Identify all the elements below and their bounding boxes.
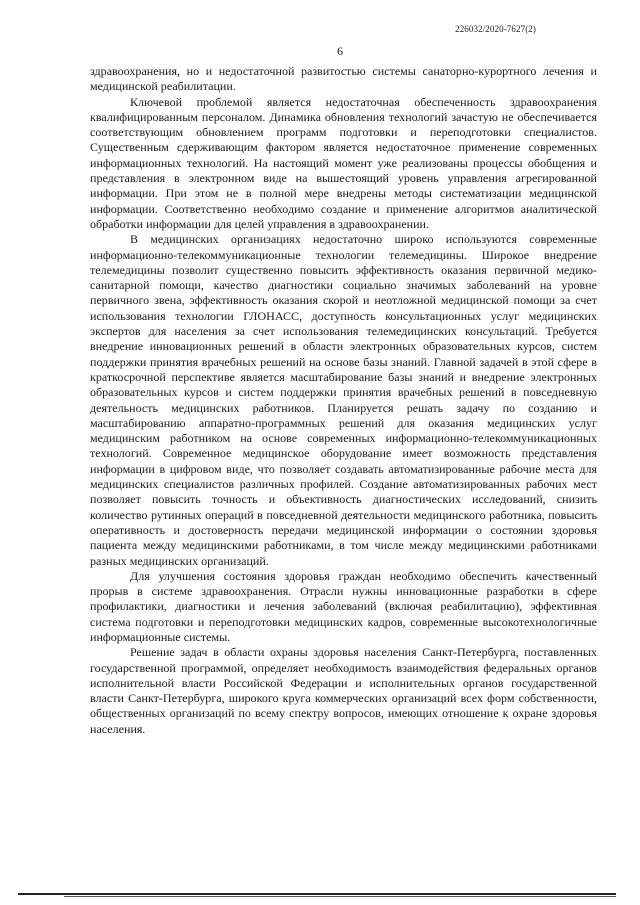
document-body bbox=[90, 64, 597, 737]
paragraph-continuation: здравоохранения, но и недостаточной развитостью системы санаторно-курортного лечения и медицинской реабилитации. bbox=[90, 64, 597, 94]
paragraph-telemedicine: В медицинских организациях недостаточно широко используются современные информационно-телекоммуникационные технологии телемедицины. Широкое внедрение телемедицины позволит существенно повысить эффективность оказания первичной медико-санитарной помощи, качество диагностики социально значимых заболеваний на уровне первичного звена, эффективность оказания скорой и неотложной медицинской помощи за счет использования технологии ГЛОНАСС, доступность консультационных услуг медицинских экспертов для населения за счет использования телемедицинских консультаций. Требуется внедрение инновационных решений в области электронных образовательных курсов, систем поддержки принятия врачебных решений на основе базы знаний. Главной задачей в этой сфере в краткосрочной перспективе является масштабирование базы знаний и внедрение электронных образовательных курсов и систем поддержки принятия врачебных решений в повседневную деятельность медицинских работников. Планируется решать задачу по созданию и масштабированию аппаратно-программных решений для оказания медицинских услуг медицинским работником на основе современных информационно-телекоммуникационных технологий. Современное медицинское оборудование имеет возможность представления информации в цифровом виде, что позволяет создавать автоматизированные рабочие места для медицинских специалистов различных профилей. Создание автоматизированных рабочих мест позволяет повысить точность и объективность диагностических исследований, снизить количество рутинных операций в повседневной деятельности медицинского работника, повысить оперативность и достоверность передачи медицинской информации о состоянии здоровья пациента между медицинскими работниками, в том числе между медицинскими работниками разных медицинских организаций. bbox=[90, 232, 597, 568]
page-number: 6 bbox=[337, 44, 343, 58]
footer-divider bbox=[18, 893, 616, 895]
paragraph-interaction: Решение задач в области охраны здоровья населения Санкт-Петербурга, поставленных государственной программой, определяет необходимость взаимодействия федеральных органов исполнительной власти Российской Федерации и исполнительных органов государственной власти Санкт-Петербурга, широкого круга коммерческих организаций всех форм собственности, общественных организаций по всему спектру вопросов, имеющих отношение к охране здоровья населения. bbox=[90, 645, 597, 736]
footer-divider-secondary bbox=[64, 896, 616, 897]
paragraph-staffing: Ключевой проблемой является недостаточная обеспеченность здравоохранения квалифицированным персоналом. Динамика обновления технологий зачастую не обеспечивается соответствующим обновлением программ подготовки и переподготовки специалистов. Существенным сдерживающим фактором является недостаточное применение современных информационных технологий. На настоящий момент уже реализованы процессы обобщения и представления в электронном виде на вышестоящий уровень управления агрегированной информации. При этом не в полной мере внедрены методы систематизации медицинской информации. Соответственно необходимо создание и применение алгоритмов аналитической обработки информации для целей управления в здравоохранении. bbox=[90, 94, 597, 231]
document-number: 226032/2020-7627(2) bbox=[455, 24, 536, 34]
paragraph-improvement: Для улучшения состояния здоровья граждан необходимо обеспечить качественный прорыв в системе здравоохранения. Отрасли нужны инновационные разработки в сфере профилактики, диагностики и лечения заболеваний (включая реабилитацию), эффективная система подготовки и переподготовки медицинских кадров, современные высокотехнологичные информационные системы. bbox=[90, 568, 597, 644]
